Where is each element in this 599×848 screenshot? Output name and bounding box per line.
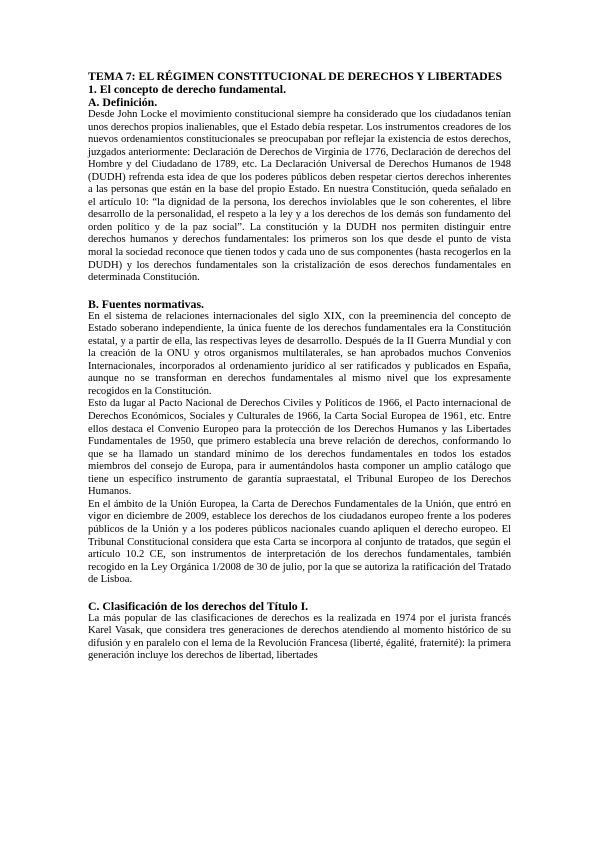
subsection-b-paragraph-1: En el sistema de relaciones internacionales del siglo XIX, con la preeminencia del concepto de Estado soberano independiente, la única fuente de los derechos fundamentales era la Constitución estatal, y a partir de ella, las respectivas leyes de desarrollo. Después de la II Guerra Mundial y con la creación de la ONU y otros organismos multilaterales, se han aprobados muchos Convenios Internacionales, incorporados al ordenamiento jurídico al ser ratificados y publicados en España, aunque no se transforman en derechos fundamentales al mismo nivel que los expresamente recogidos en la Constitución. <box>88 310 511 397</box>
section-1-heading: 1. El concepto de derecho fundamental. <box>88 82 287 96</box>
subsection-c-paragraph: La más popular de las clasificaciones de derechos es la realizada en 1974 por el jurista francés Karel Vasak, que considera tres generaciones de derechos atendiendo al momento histórico de su difusión y en paralelo con el lema de la Revolución Francesa (liberté, égalité, fraternité): la primera generación incluye los derechos de libertad, libertades <box>88 612 511 662</box>
subsection-a-paragraph: Desde John Locke el movimiento constitucional siempre ha considerado que los ciudadanos tenían unos derechos propios inalienables, que el Estado debía respetar. Los instrumentos creadores de los nuevos ordenamientos constitucionales se preocupaban por reflejar la existencia de estos derechos, juzgados anteriormente: Declaración de Derechos de Virginia de 1776, Declaración de derechos del Hombre y del Ciudadano de 1789, etc. La Declaración Universal de Derechos Humanos de 1948 (DUDH) refrenda esta idea de que los poderes públicos deben respetar ciertos derechos inherentes a las personas que están en la base del propio Estado. En nuestra Constitución, queda señalado en el artículo 10: “la dignidad de la persona, los derechos inviolables que le son coherentes, el libre desarrollo de la personalidad, el respeto a la ley y a los derechos de los demás son fundamento del orden político y de la paz social”. La constitución y la DUDH nos permiten distinguir entre derechos humanos y derechos fundamentales: los primeros son los que desde el punto de vista moral la sociedad reconoce que tienen todos y cada uno de sus componentes (hasta recogerlos en la DUDH) y los derechos fundamentales son la cristalización de esos derechos fundamentales en determinada Constitución. <box>88 109 511 284</box>
subsection-b-heading: B. Fuentes normativas. <box>88 296 204 311</box>
subsection-c-heading: C. Clasificación de los derechos del Título I. <box>88 598 309 613</box>
document-title: TEMA 7: EL RÉGIMEN CONSTITUCIONAL DE DERECHOS Y LIBERTADES <box>88 69 503 83</box>
subsection-a-heading: A. Definición. <box>88 95 158 109</box>
subsection-b-paragraph-3: En el ámbito de la Unión Europea, la Carta de Derechos Fundamentales de la Unión, que entró en vigor en diciembre de 2009, establece los derechos de los ciudadanos europeo frente a los poderes públicos de la Unión y a los poderes públicos nacionales cuando apliquen el derecho europeo. El Tribunal Constitucional considera que esta Carta se incorpora al conjunto de tratados, que según el artículo 10.2 CE, son instrumentos de interpretación de los derechos fundamentales, también recogido en la Ley Orgánica 1/2008 de 30 de julio, por la que se autoriza la ratificación del Tratado de Lisboa. <box>88 498 511 586</box>
subsection-b-paragraph-2: Esto da lugar al Pacto Nacional de Derechos Civiles y Políticos de 1966, el Pacto internacional de Derechos Económicos, Sociales y Culturales de 1966, la Carta Social Europea de 1961, etc. Entre ellos destaca el Convenio Europeo para la protección de los Derechos Humanos y las Libertades Fundamentales de 1950, que primero establecía una breve relación de derechos, conformando lo que se ha llamado un standard mínimo de los derechos fundamentales en todos los estados miembros del consejo de Europa, para ir aumentándolos hasta componer un amplio catálogo que tiene un específico instrumento de garantía supraestatal, el Tribunal Europeo de los Derechos Humanos. <box>88 398 511 498</box>
